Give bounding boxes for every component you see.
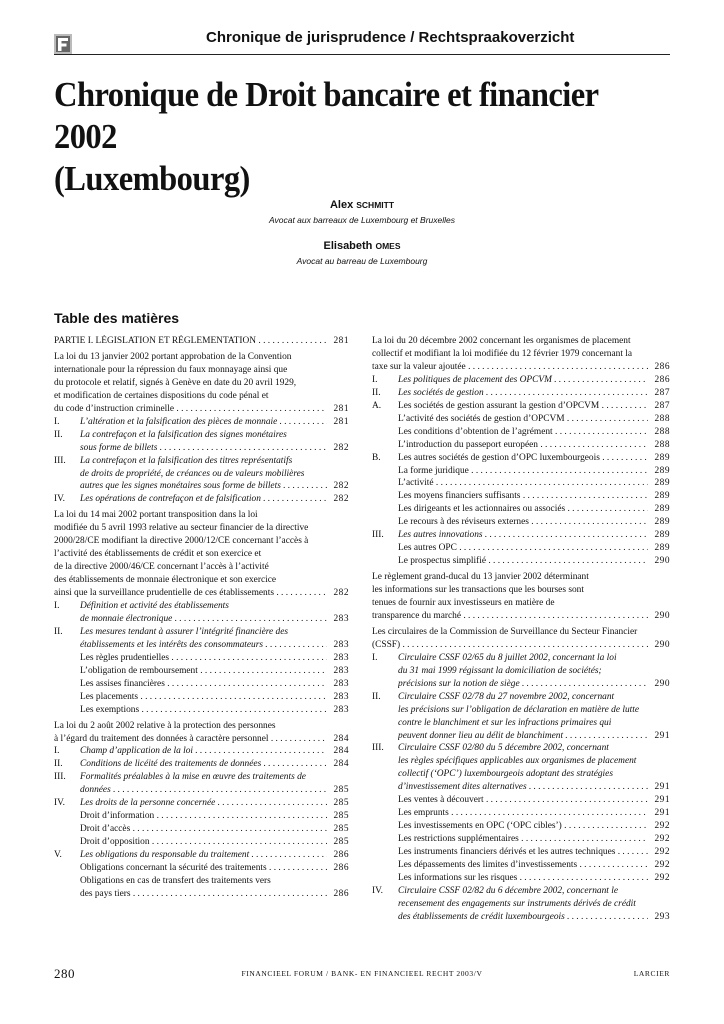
- toc-entry-page: 289: [651, 477, 670, 490]
- toc-entry-text: Les autres sociétés de gestion d’OPC luxembourgeois . . .: [398, 452, 648, 465]
- toc-entry-page: 283: [330, 652, 349, 665]
- toc-entry: [372, 439, 670, 452]
- toc-entry-page: 286: [330, 862, 349, 875]
- toc-entry-text: La loi du 20 décembre 2002 concernant les organismes de placement: [372, 336, 631, 346]
- toc-entry-page: 292: [651, 846, 670, 859]
- toc-entry-page: 289: [651, 465, 670, 478]
- toc-entry: [372, 678, 670, 691]
- toc-entry-page: 292: [651, 820, 670, 833]
- toc-entry: [54, 849, 349, 862]
- toc-entry: [372, 730, 670, 743]
- toc-entry: [54, 810, 349, 823]
- toc-entry: [54, 548, 349, 561]
- toc-entry: [372, 597, 670, 610]
- footer-page-number: 280: [54, 966, 75, 981]
- toc-entry-text: L’activité des sociétés de gestion d’OPCVM . . .: [398, 413, 648, 426]
- toc-entry: [372, 885, 670, 898]
- toc-entry: [372, 768, 670, 781]
- toc-entry: [54, 377, 349, 390]
- toc-entry-number: I.: [54, 746, 60, 757]
- toc-entry-text: les précisions sur l’obligation de déclaration en matière de lutte: [398, 704, 640, 715]
- section-title: Chronique de jurisprudence / Rechtspraakoverzicht: [206, 29, 575, 46]
- toc-entry-page: 289: [651, 490, 670, 503]
- toc-entry: [54, 600, 349, 613]
- toc-entry-text: du code d’instruction criminelle . . .: [54, 403, 327, 416]
- toc-entry-number: I.: [372, 652, 378, 663]
- toc-entry-text: Conditions de licéité des traitements de données . . .: [80, 758, 327, 771]
- toc-entry-text: Les moyens financiers suffisants . . .: [398, 490, 648, 503]
- toc-entry: [54, 823, 349, 836]
- toc-entry-text: et modification de certaines dispositions du code pénal et: [54, 390, 269, 401]
- toc-entry: [54, 652, 349, 665]
- toc-entry-page: 285: [330, 797, 349, 810]
- toc-entry: [54, 665, 349, 678]
- toc-entry-text: La contrefaçon et la falsification des signes monétaires: [80, 429, 287, 440]
- toc-entry: [54, 733, 349, 746]
- toc-entry: [372, 665, 670, 678]
- toc-entry: [372, 516, 670, 529]
- toc-entry-page: 285: [330, 836, 349, 849]
- toc-entry: [372, 691, 670, 704]
- toc-entry-page: 290: [651, 678, 670, 691]
- toc-entry-number: IV.: [54, 798, 66, 809]
- toc-entry-text: peuvent donner lieu au délit de blanchiment . . .: [398, 730, 648, 743]
- toc-entry-text: Champ d’application de la loi . . .: [80, 745, 327, 758]
- toc-entry-text: Le règlement grand-ducal du 13 janvier 2002 déterminant: [372, 572, 589, 583]
- footer-journal: FINANCIEEL FORUM / BANK- EN FINANCIEEL RECHT 2003/V: [241, 969, 483, 978]
- toc-entry-page: 289: [651, 452, 670, 465]
- toc-entry-page: 281: [330, 416, 349, 429]
- toc-entry-page: 288: [651, 439, 670, 452]
- toc-entry: [372, 503, 670, 516]
- toc-entry: [372, 571, 670, 584]
- toc-entry-text: tenues de fournir aux investisseurs en matière de: [372, 598, 555, 608]
- toc-entry: [54, 639, 349, 652]
- toc-entry: [54, 758, 349, 771]
- toc-entry-text: du 31 mai 1999 régissant la domiciliation de sociétés;: [398, 665, 602, 676]
- toc-entry-text: Les mesures tendant à assurer l’intégrité financière des: [80, 626, 289, 637]
- toc-entry-number: II.: [372, 387, 381, 398]
- toc-entry-number: V.: [54, 850, 62, 861]
- toc-entry-number: III.: [54, 772, 66, 783]
- toc-entry: [54, 745, 349, 758]
- toc-entry: [54, 509, 349, 522]
- toc-entry-number: IV.: [372, 885, 384, 896]
- toc-entry-text: Les instruments financiers dérivés et les autres techniques . . .: [398, 846, 648, 859]
- toc-entry-text: Circulaire CSSF 02/82 du 6 décembre 2002, concernant le: [398, 885, 619, 896]
- toc-entry: [372, 426, 670, 439]
- toc-entry-page: 289: [651, 542, 670, 555]
- toc-entry: [54, 493, 349, 506]
- toc-entry: [54, 390, 349, 403]
- toc-entry-page: 289: [651, 529, 670, 542]
- toc-entry-text: Les dirigeants et les actionnaires ou associés . . .: [398, 503, 648, 516]
- toc-entry-text: Droit d’information . . .: [80, 810, 327, 823]
- toc-entry: [372, 898, 670, 911]
- toc-entry-text: L’obligation de remboursement . . .: [80, 665, 327, 678]
- toc-entry: [372, 542, 670, 555]
- toc-entry-text: les informations sur les transactions que les bourses sont: [372, 585, 584, 596]
- toc-entry: [372, 452, 670, 465]
- toc-entry-text: Les obligations du responsable du traitement . . .: [80, 849, 327, 862]
- toc-entry-text: La loi du 2 août 2002 relative à la protection des personnes: [54, 720, 276, 731]
- toc-entry-text: Les emprunts . . .: [398, 807, 648, 820]
- toc-entry-text: établissements et les intérêts des consommateurs . . .: [80, 639, 327, 652]
- toc-entry-text: transparence du marché . . .: [372, 610, 648, 623]
- toc-entry-text: Le prospectus simplifié . . .: [398, 555, 648, 568]
- toc-entry: [372, 413, 670, 426]
- toc-entry-page: 282: [330, 587, 349, 600]
- toc-entry-text: Circulaire CSSF 02/80 du 5 décembre 2002, concernant: [398, 743, 609, 754]
- toc-entry-page: 290: [651, 555, 670, 568]
- toc-entry: [54, 704, 349, 717]
- toc-entry-number: II.: [54, 759, 63, 770]
- toc-entry: [372, 652, 670, 665]
- toc-entry: [372, 400, 670, 413]
- toc-entry: [54, 875, 349, 888]
- toc-entry-number: I.: [54, 601, 60, 611]
- toc-entry: [372, 911, 670, 924]
- toc-entry-text: des établissements de crédit luxembourgeois . . .: [398, 911, 648, 924]
- toc-entry: [54, 771, 349, 784]
- toc-entry: [372, 807, 670, 820]
- toc-entry: [54, 574, 349, 587]
- toc-entry-text: précisions sur la notion de siège . . .: [398, 678, 648, 691]
- toc-entry: [372, 610, 670, 623]
- toc-entry-text: Les règles prudentielles . . .: [80, 652, 327, 665]
- toc-entry: [372, 820, 670, 833]
- toc-entry: [372, 465, 670, 478]
- author-block-2: [0, 240, 724, 266]
- toc-entry: [372, 490, 670, 503]
- toc-entry-text: modifiée du 5 avril 1993 relative au secteur financier de la directive: [54, 523, 309, 534]
- toc-entry-text: internationale pour la répression du faux monnayage ainsi que: [54, 364, 288, 375]
- toc-entry-text: taxe sur la valeur ajoutée . . .: [372, 361, 648, 374]
- toc-entry-page: 287: [651, 400, 670, 413]
- toc-entry: [372, 387, 670, 400]
- toc-entry-text: Les assises financières . . .: [80, 678, 327, 691]
- toc-entry: [54, 416, 349, 429]
- page-title-line-2: (Luxembourg): [54, 159, 250, 198]
- toc-entry: [54, 678, 349, 691]
- toc-entry-text: Les opérations de contrefaçon et de falsification . . .: [80, 493, 327, 506]
- toc-entry-text: Les sociétés de gestion . . .: [398, 387, 648, 400]
- toc-entry-text: PARTIE I. LÉGISLATION ET RÉGLEMENTATION . . .: [54, 335, 327, 348]
- toc-entry: [372, 717, 670, 730]
- toc-entry-text: L’altération et la falsification des pièces de monnaie . . .: [80, 416, 327, 429]
- toc-entry-text: Les circulaires de la Commission de Surveillance du Secteur Financier: [372, 626, 638, 637]
- toc-entry-page: 290: [651, 639, 670, 652]
- toc-entry: [372, 833, 670, 846]
- toc-entry-page: 288: [651, 426, 670, 439]
- toc-entry-number: I.: [372, 374, 378, 385]
- toc-entry: [54, 364, 349, 377]
- toc-entry-text: du protocole et relatif, signés à Genève en date du 20 avril 1929,: [54, 377, 297, 388]
- toc-entry-text: Les droits de la personne concernée . . .: [80, 797, 327, 810]
- toc-entry: [54, 535, 349, 548]
- toc-entry-text: La loi du 14 mai 2002 portant transposition dans la loi: [54, 510, 258, 521]
- toc-entry: [372, 846, 670, 859]
- toc-entry-text: sous forme de billets . . .: [80, 442, 327, 455]
- toc-entry: [372, 555, 670, 568]
- toc-entry-page: 286: [651, 374, 670, 387]
- toc-entry-page: 283: [330, 678, 349, 691]
- footer-publisher: LARCIER: [633, 969, 670, 978]
- toc-entry-text: Les investissements en OPC (‘OPC cibles’) . . .: [398, 820, 648, 833]
- toc-entry-page: 283: [330, 691, 349, 704]
- toc-entry: [54, 522, 349, 535]
- toc-entry-page: 291: [651, 781, 670, 794]
- author-name: Alex SCHMITT: [329, 199, 395, 211]
- toc-entry-page: 293: [651, 911, 670, 924]
- toc-entry: [54, 691, 349, 704]
- toc-entry-text: Les placements . . .: [80, 691, 327, 704]
- toc-entry-text: les règles spécifiques applicables aux organismes de placement: [398, 756, 637, 767]
- toc-entry: [54, 455, 349, 468]
- toc-entry-text: de monnaie électronique . . .: [80, 613, 327, 626]
- toc-entry-text: l’activité des établissements de crédit et son exercice et: [54, 549, 262, 560]
- toc-entry-number: II.: [54, 626, 63, 637]
- toc-entry: [54, 626, 349, 639]
- toc-entry-number: I.: [54, 416, 60, 427]
- toc-entry-page: 289: [651, 516, 670, 529]
- toc-entry: [54, 797, 349, 810]
- toc-entry: [54, 720, 349, 733]
- toc-entry-text: contre le blanchiment et sur les infractions primaires qui: [398, 717, 612, 728]
- toc-entry: [54, 335, 349, 348]
- toc-entry: [372, 704, 670, 717]
- toc-entry-page: 286: [330, 888, 349, 901]
- toc-entry-text: 2000/28/CE modifiant la directive 2000/12/CE concernant l’accès à: [54, 536, 309, 547]
- toc-entry-number: II.: [372, 691, 381, 702]
- toc-entry-text: Les ventes à découvert . . .: [398, 794, 648, 807]
- toc-entry-text: données . . .: [80, 784, 327, 797]
- toc-entry-text: collectif et modifiant la loi modifiée du 12 février 1979 concernant la: [372, 348, 633, 359]
- toc-entry-text: Les conditions d’obtention de l’agrément . . .: [398, 426, 648, 439]
- toc-entry: [54, 403, 349, 416]
- toc-entry-text: à l’égard du traitement des données à caractère personnel . . .: [54, 733, 327, 746]
- toc-entry-number: II.: [54, 429, 63, 440]
- toc-entry-text: Les autres innovations . . .: [398, 529, 648, 542]
- toc-entry-text: L’introduction du passeport européen . . .: [398, 439, 648, 452]
- toc-entry-page: 284: [330, 758, 349, 771]
- toc-entry-text: Droit d’accès . . .: [80, 823, 327, 836]
- toc-entry: [372, 794, 670, 807]
- author-affiliation: Avocat au barreau de Luxembourg: [296, 256, 428, 266]
- toc-entry-text: Circulaire CSSF 02/65 du 8 juillet 2002, concernant la loi: [398, 652, 617, 663]
- toc-entry-text: Circulaire CSSF 02/78 du 27 novembre 2002, concernant: [398, 691, 615, 702]
- toc-entry-number: III.: [54, 455, 66, 466]
- toc-entry-page: 292: [651, 872, 670, 885]
- author-name: Elisabeth OMES: [323, 240, 401, 252]
- toc-heading: Table des matières: [54, 310, 180, 326]
- toc-entry-text: (CSSF) . . .: [372, 639, 648, 652]
- toc-entry-text: de la directive 2000/46/CE concernant l’accès à l’activité: [54, 562, 269, 573]
- toc-entry-text: La loi du 13 janvier 2002 portant approbation de la Convention: [54, 351, 292, 362]
- toc-entry: [54, 429, 349, 442]
- toc-entry-number: A.: [372, 400, 382, 411]
- toc-entry: [372, 626, 670, 639]
- toc-entry-text: La contrefaçon et la falsification des titres représentatifs: [80, 455, 293, 466]
- toc-entry-text: collectif (‘OPC’) luxembourgeois adoptant des stratégies: [398, 769, 613, 780]
- toc-entry: [54, 888, 349, 901]
- toc-entry: [372, 755, 670, 768]
- toc-entry-text: Les sociétés de gestion assurant la gestion d’OPCVM . . .: [398, 400, 648, 413]
- header-divider: [54, 54, 670, 55]
- toc-entry: [372, 374, 670, 387]
- toc-entry-text: Le recours à des réviseurs externes . . .: [398, 516, 648, 529]
- toc-entry: [372, 859, 670, 872]
- author-affiliation: Avocat aux barreaux de Luxembourg et Bruxelles: [268, 215, 455, 225]
- toc-entry-text: La forme juridique . . .: [398, 465, 648, 478]
- toc-entry-text: Définition et activité des établissements: [80, 601, 229, 611]
- toc-entry: [54, 468, 349, 481]
- author-block-1: [0, 199, 724, 225]
- toc-entry-page: 291: [651, 807, 670, 820]
- toc-entry-page: 283: [330, 613, 349, 626]
- toc-entry-page: 286: [651, 361, 670, 374]
- toc-entry-page: 283: [330, 665, 349, 678]
- toc-entry: [54, 351, 349, 364]
- toc-entry-page: 283: [330, 704, 349, 717]
- page-title-line-1: Chronique de Droit bancaire et financier 2002: [54, 75, 598, 156]
- toc-entry: [372, 477, 670, 490]
- toc-entry-page: 282: [330, 493, 349, 506]
- toc-entry-number: IV.: [54, 494, 66, 505]
- toc-entry-text: Les dépassements des limites d’investissements . . .: [398, 859, 648, 872]
- toc-entry: [54, 862, 349, 875]
- toc-entry-text: Les autres OPC . . .: [398, 542, 648, 555]
- toc-entry: [372, 361, 670, 374]
- toc-entry: [372, 348, 670, 361]
- toc-entry-text: Les politiques de placement des OPCVM . . .: [398, 374, 648, 387]
- toc-entry-number: III.: [372, 530, 384, 541]
- toc-entry-page: 291: [651, 730, 670, 743]
- toc-entry: [372, 872, 670, 885]
- forum-f-logo-icon: [54, 34, 72, 54]
- toc-entry-page: 291: [651, 794, 670, 807]
- toc-entry-page: 287: [651, 387, 670, 400]
- toc-entry-text: Formalités préalables à la mise en œuvre des traitements de: [80, 772, 306, 783]
- toc-entry-page: 281: [330, 335, 349, 348]
- toc-entry: [54, 442, 349, 455]
- toc-entry: [54, 480, 349, 493]
- toc-entry: [372, 781, 670, 794]
- toc-entry: [54, 784, 349, 797]
- toc-entry-page: 289: [651, 503, 670, 516]
- toc-entry-text: Droit d’opposition . . .: [80, 836, 327, 849]
- toc-entry-text: recensement des engagements sur instruments dérivés de crédit: [398, 898, 636, 909]
- toc-entry-page: 285: [330, 784, 349, 797]
- toc-entry: [54, 561, 349, 574]
- toc-entry: [372, 335, 670, 348]
- toc-entry-page: 290: [651, 610, 670, 623]
- toc-entry-number: B.: [372, 452, 381, 463]
- toc-entry-page: 284: [330, 745, 349, 758]
- toc-entry-page: 292: [651, 859, 670, 872]
- toc-entry: [372, 584, 670, 597]
- toc-entry: [54, 836, 349, 849]
- toc-entry-page: 286: [330, 849, 349, 862]
- toc-entry-text: Obligations concernant la sécurité des traitements . . .: [80, 862, 327, 875]
- toc-entry-page: 283: [330, 639, 349, 652]
- toc-entry: [54, 587, 349, 600]
- toc-entry: [372, 639, 670, 652]
- toc-entry-text: Les exemptions . . .: [80, 704, 327, 717]
- toc-entry-text: des pays tiers . . .: [80, 888, 327, 901]
- toc-entry-text: ainsi que la surveillance prudentielle de ces établissements . . .: [54, 587, 327, 600]
- toc-entry-text: Obligations en cas de transfert des traitements vers: [80, 875, 271, 886]
- toc-entry-text: Les informations sur les risques . . .: [398, 872, 648, 885]
- toc-entry-text: des établissements de monnaie électronique et son exercice: [54, 575, 277, 586]
- toc-entry-text: d’investissement dites alternatives . . .: [398, 781, 648, 794]
- toc-entry-page: 281: [330, 403, 349, 416]
- toc-entry-text: autres que les signes monétaires sous forme de billets . . .: [80, 480, 327, 493]
- toc-entry: [372, 529, 670, 542]
- toc-entry-page: 282: [330, 442, 349, 455]
- toc-entry: [54, 613, 349, 626]
- toc-entry-page: 284: [330, 733, 349, 746]
- toc-entry-page: 288: [651, 413, 670, 426]
- page-title: [54, 74, 631, 200]
- toc-entry-text: Les restrictions supplémentaires . . .: [398, 833, 648, 846]
- toc-entry-page: 292: [651, 833, 670, 846]
- toc-entry-page: 282: [330, 480, 349, 493]
- toc-entry-number: III.: [372, 743, 384, 754]
- toc-entry: [372, 742, 670, 755]
- toc-entry-page: 285: [330, 823, 349, 836]
- toc-entry-text: L’activité . . .: [398, 477, 648, 490]
- toc-entry-page: 285: [330, 810, 349, 823]
- toc-entry-text: de droits de propriété, de créances ou de valeurs mobilières: [80, 468, 305, 479]
